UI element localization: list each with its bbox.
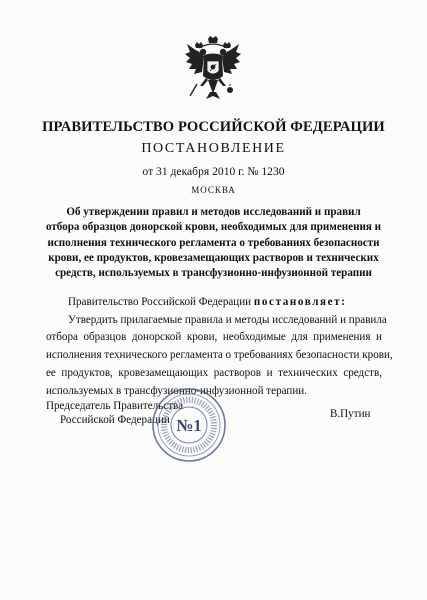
body-line: ее продуктов, кровезамещающих растворов и технических средств,	[46, 366, 382, 379]
subject-line: Об утверждении правил и методов исследований и правил	[66, 206, 361, 218]
document-type: ПОСТАНОВЛЕНИЕ	[141, 141, 286, 156]
official-seal-stamp	[150, 386, 228, 464]
decree-intro-line	[46, 294, 382, 312]
body-line: исполнения технического регламента о требованиях безопасности крови,	[46, 349, 393, 362]
document-subject	[40, 205, 387, 281]
seal-number: №1	[176, 416, 202, 435]
decree-word: постановляет:	[253, 296, 347, 308]
document-date-number: от 31 декабря 2010 г. № 1230	[142, 165, 285, 178]
body-line: используемых в трансфузионно-инфузионной терапии.	[46, 384, 307, 397]
subject-line: средств, используемых в трансфузионно-инфузионной терапии	[55, 267, 372, 280]
government-title: ПРАВИТЕЛЬСТВО РОССИЙСКОЙ ФЕДЕРАЦИИ	[42, 119, 385, 135]
document-city: МОСКВА	[191, 185, 236, 195]
subject-line: отбора образцов донорской крови, необходимых для применения и	[45, 221, 382, 234]
coat-of-arms-icon	[184, 36, 242, 106]
subject-line: исполнения технического регламента о требованиях безопасности	[47, 236, 380, 249]
document-body	[46, 294, 393, 400]
body-line: отбора образцов донорской крови, необходимые для применения и	[46, 331, 382, 344]
signatory-title-line2: Российской Федерации	[60, 414, 170, 426]
signatory-name: В.Путин	[330, 408, 371, 420]
subject-line: крови, ее продуктов, кровезамещающих растворов и технических	[48, 251, 379, 264]
signatory-title-line1: Председатель Правительства	[46, 400, 184, 412]
decree-intro: Правительство Российской Федерации	[68, 296, 252, 308]
body-line: Утвердить прилагаемые правила и методы исследований и правила	[68, 313, 387, 326]
